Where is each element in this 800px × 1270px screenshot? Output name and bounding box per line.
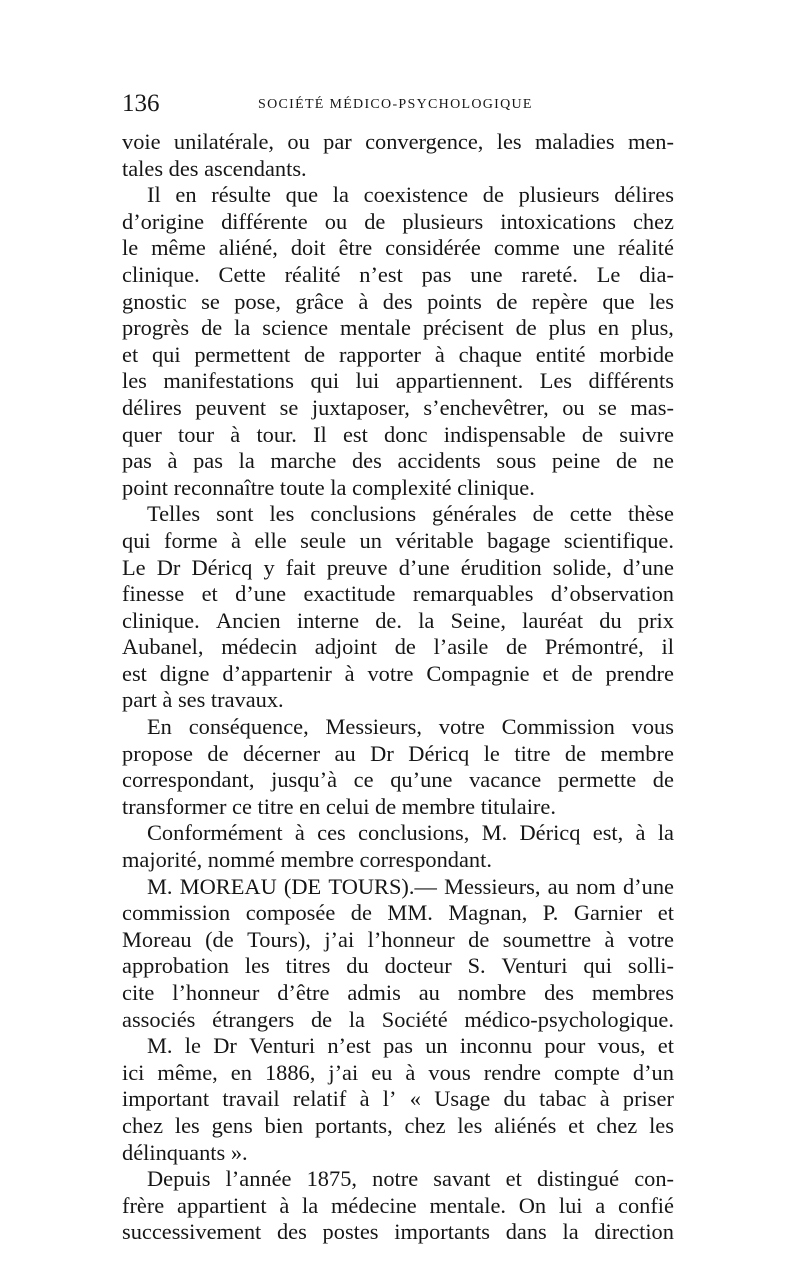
text-line: Il en résulte que la coexistence de plusieurs délires bbox=[147, 182, 674, 208]
text-line: correspondant, jusqu’à ce qu’une vacance permette de bbox=[122, 767, 674, 793]
text-line: cite l’honneur d’être admis au nombre des membres bbox=[122, 980, 674, 1005]
text-line: clinique. Cette réalité n’est pas une rareté. Le dia- bbox=[122, 261, 674, 287]
text-line: clinique. Ancien interne de. la Seine, lauréat du prix bbox=[122, 607, 674, 633]
text-line: progrès de la science mentale précisent de plus en plus, bbox=[122, 315, 674, 341]
text-line: voie unilatérale, ou par convergence, les maladies men- bbox=[122, 129, 674, 154]
text-line: Conformément à ces conclusions, M. Déricq est, à la bbox=[147, 820, 674, 846]
text-line: propose de décerner au Dr Déricq le titre de membre bbox=[122, 740, 674, 766]
text-line: est digne d’appartenir à votre Compagnie et de prendre bbox=[122, 660, 674, 686]
text-line: délinquants ». bbox=[122, 1139, 248, 1165]
text-line: approbation les titres du docteur S. Venturi qui solli- bbox=[122, 953, 674, 979]
text-line: Aubanel, médecin adjoint de l’asile de Prémontré, il bbox=[122, 634, 674, 660]
body-text bbox=[122, 129, 674, 1246]
running-head bbox=[122, 88, 674, 120]
text-line: quer tour à tour. Il est donc indispensable de suivre bbox=[122, 421, 674, 447]
text-line: frère appartient à la médecine mentale. On lui a confié bbox=[122, 1192, 674, 1218]
text-line: pas à pas la marche des accidents sous peine de ne bbox=[122, 448, 674, 474]
text-line: successivement des postes importants dans la direction bbox=[122, 1219, 674, 1245]
text-line: associés étrangers de la Société médico-psychologique. bbox=[122, 1006, 674, 1032]
text-line: Depuis l’année 1875, notre savant et distingué con- bbox=[147, 1166, 674, 1192]
text-line: important travail relatif à l’ « Usage du tabac à priser bbox=[122, 1086, 674, 1112]
text-line: ici même, en 1886, j’ai eu à vous rendre compte d’un bbox=[122, 1059, 674, 1085]
text-line: transformer ce titre en celui de membre titulaire. bbox=[122, 793, 556, 819]
text-line: point reconnaître toute la complexité clinique. bbox=[122, 474, 535, 500]
text-line: Moreau (de Tours), j’ai l’honneur de soumettre à votre bbox=[122, 926, 674, 952]
text-line: les manifestations qui lui appartiennent. Les différents bbox=[122, 368, 674, 394]
text-line: Le Dr Déricq y fait preuve d’une érudition solide, d’une bbox=[122, 554, 674, 580]
text-line: M. MOREAU (DE TOURS).— Messieurs, au nom d’une bbox=[147, 873, 674, 899]
text-line: En conséquence, Messieurs, votre Commission vous bbox=[147, 714, 674, 740]
text-line: commission composée de MM. Magnan, P. Garnier et bbox=[122, 900, 674, 926]
text-line: M. le Dr Venturi n’est pas un inconnu pour vous, et bbox=[147, 1033, 674, 1059]
text-line: majorité, nommé membre correspondant. bbox=[122, 847, 492, 873]
text-line: tales des ascendants. bbox=[122, 155, 307, 181]
text-line: d’origine différente ou de plusieurs intoxications chez bbox=[122, 208, 674, 234]
text-line: chez les gens bien portants, chez les aliénés et chez les bbox=[122, 1112, 674, 1138]
text-line: part à ses travaux. bbox=[122, 687, 284, 713]
text-line: Telles sont les conclusions générales de cette thèse bbox=[147, 501, 674, 527]
text-line: qui forme à elle seule un véritable bagage scientifique. bbox=[122, 527, 674, 553]
text-line: finesse et d’une exactitude remarquables d’observation bbox=[122, 581, 674, 607]
page-number: 136 bbox=[122, 90, 160, 117]
running-title: SOCIÉTÉ MÉDICO-PSYCHOLOGIQUE bbox=[258, 97, 533, 112]
text-line: gnostic se pose, grâce à des points de repère que les bbox=[122, 288, 674, 314]
text-line: et qui permettent de rapporter à chaque entité morbide bbox=[122, 341, 674, 367]
text-line: délires peuvent se juxtaposer, s’enchevêtrer, ou se mas- bbox=[122, 394, 674, 420]
text-line: le même aliéné, doit être considérée comme une réalité bbox=[122, 235, 674, 261]
